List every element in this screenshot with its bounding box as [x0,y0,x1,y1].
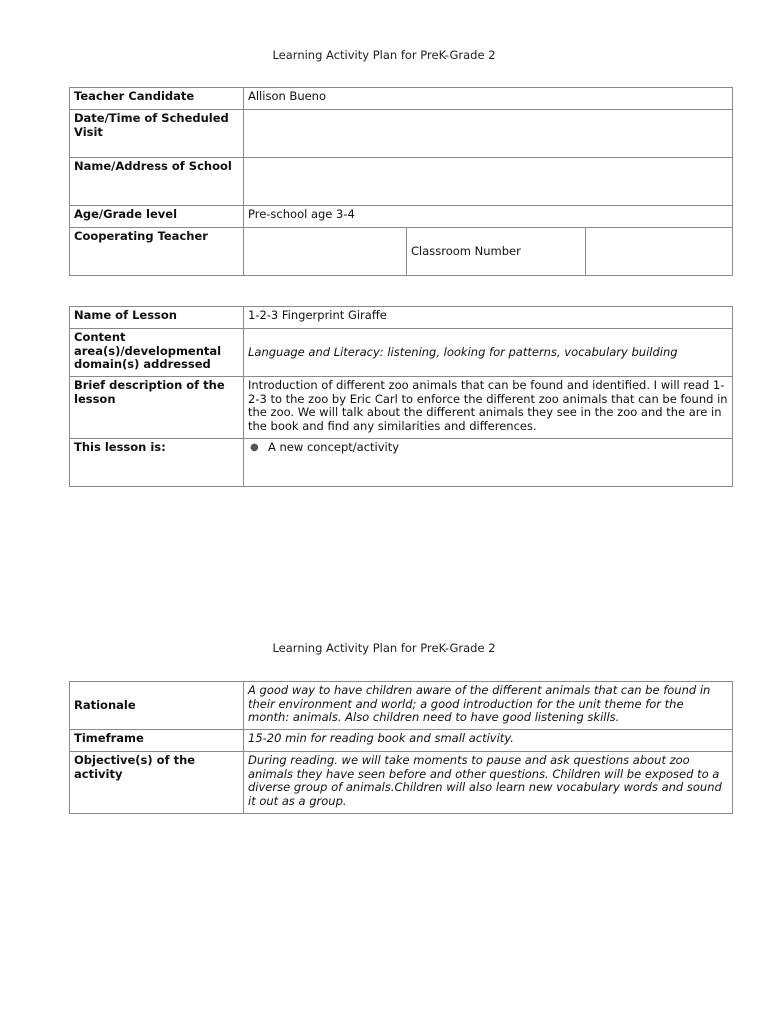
timeframe-label: Timeframe [70,730,244,752]
cooperating-teacher-value [244,228,407,276]
objectives-label: Objective(s) of the activity [70,752,244,814]
description-value: Introduction of different zoo animals that can be found and identified. I will read 1-2-3 to the zoo by Eric Carl to enforce the different zoo animals that can be found in the zoo. We will talk about the different animals they see in the zoo and the are in the book and find any similarities and differences. [244,377,733,439]
lesson-type-text: A new concept/activity [268,440,400,454]
age-grade-label: Age/Grade level [70,206,244,228]
school-label: Name/Address of School [70,158,244,206]
page-title: Learning Activity Plan for PreK-Grade 2 [272,48,496,62]
page-2-title: Learning Activity Plan for PreK-Grade 2 [272,641,496,655]
lesson-table [69,306,733,487]
content-area-value: Language and Literacy: listening, looking for patterns, vocabulary building [244,329,733,377]
lesson-name-value: 1-2-3 Fingerprint Giraffe [244,307,733,329]
rationale-label: Rationale [70,682,244,730]
date-time-value [244,110,733,158]
lesson-type-list [248,441,728,455]
lesson-name-label: Name of Lesson [70,307,244,329]
rationale-value: A good way to have children aware of the different animals that can be found in their environment and world; a good introduction for the unit theme for the month: animals. Also children need to have good listening skills. [244,682,733,730]
cooperating-teacher-label: Cooperating Teacher [70,228,244,276]
teacher-candidate-value: Allison Bueno [244,88,733,110]
age-grade-value: Pre-school age 3-4 [244,206,733,228]
timeframe-value: 15-20 min for reading book and small activity. [244,730,733,752]
date-time-label: Date/Time of Scheduled Visit [70,110,244,158]
content-area-label: Content area(s)/developmental domain(s) addressed [70,329,244,377]
classroom-number-label: Classroom Number [407,228,586,276]
info-table [69,87,733,276]
lesson-type-label: This lesson is: [70,439,244,487]
school-value [244,158,733,206]
objectives-value: During reading. we will take moments to pause and ask questions about zoo animals they have seen before and other questions. Children will be exposed to a diverse group of animals.Children will also learn new vocabulary words and sound it out as a group. [244,752,733,814]
classroom-number-value [586,228,733,276]
plan-table [69,681,733,814]
bullet-icon: ● [250,442,259,453]
lesson-type-item [250,440,728,455]
teacher-candidate-label: Teacher Candidate [70,88,244,110]
lesson-type-value [244,439,733,487]
description-label: Brief description of the lesson [70,377,244,439]
